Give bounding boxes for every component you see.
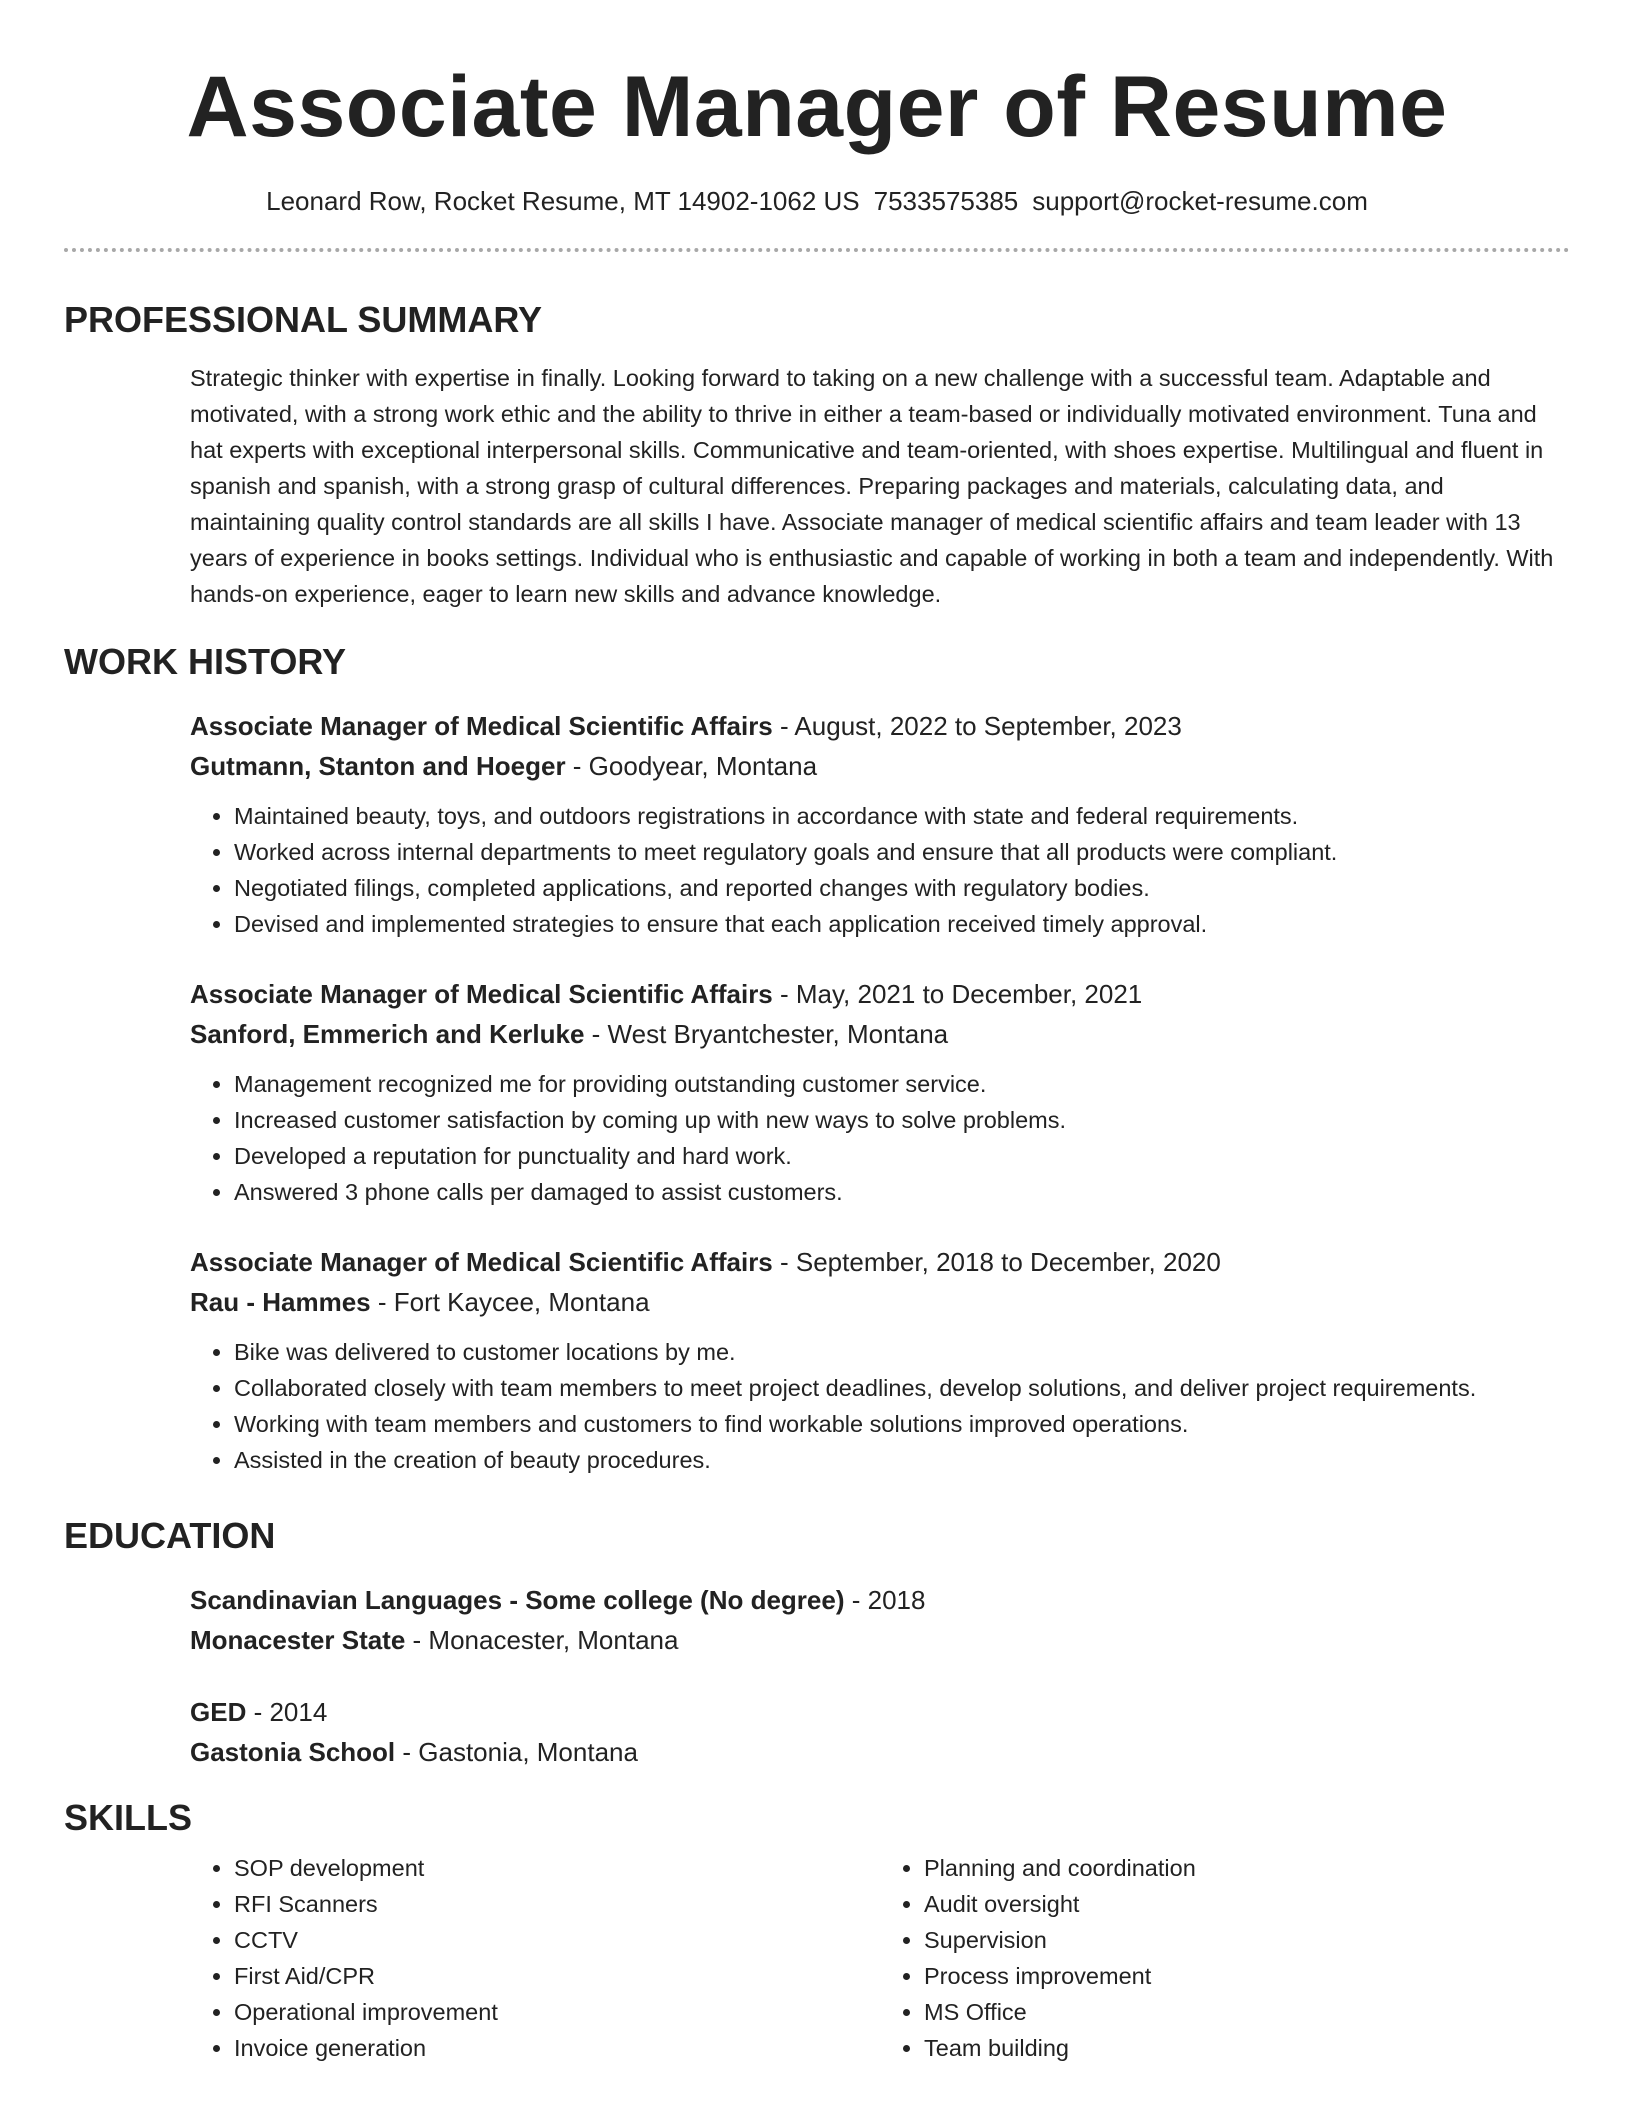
skill-item: • SOP development: [234, 1850, 880, 1886]
job-bullet: • Devised and implemented strategies to ensure that each application received timely approval.: [234, 906, 1570, 942]
education-entry: [190, 1580, 1570, 1660]
job-location: - West Bryantchester, Montana: [584, 1019, 949, 1049]
education-year: - 2018: [844, 1585, 926, 1615]
education-section: [64, 1514, 1570, 1772]
summary-text: Strategic thinker with expertise in finally. Looking forward to taking on a new challenge with a successful team. Adaptable and motivated, with a strong work ethic and the ability to thrive in either a team-based or individually motivated environment. Tuna and hat experts with exceptional interpersonal skills. Communicative and team-oriented, with shoes expertise. Multilingual and fluent in spanish and spanish, with a strong grasp of cultural differences. Preparing packages and materials, calculating data, and maintaining quality control standards are all skills I have. Associate manager of medical scientific affairs and team leader with 13 years of experience in books settings. Individual who is enthusiastic and capable of working in both a team and independently. With hands-on experience, eager to learn new skills and advance knowledge.: [190, 365, 1554, 607]
job-role-line: [190, 1242, 1570, 1282]
job-company: Sanford, Emmerich and Kerluke: [190, 1019, 585, 1049]
skill-item: • Invoice generation: [234, 2030, 880, 2066]
education-school: Gastonia School: [190, 1737, 396, 1767]
header-divider: [64, 248, 1570, 252]
job-location: - Goodyear, Montana: [565, 751, 818, 781]
contact-address: Leonard Row, Rocket Resume, MT 14902-1062 US: [266, 186, 860, 216]
job-bullets: [190, 1334, 1570, 1478]
education-degree-line: [190, 1580, 1570, 1620]
job-role-line: [190, 706, 1570, 746]
summary-section: [64, 298, 1570, 612]
skill-item: • RFI Scanners: [234, 1886, 880, 1922]
education-location: - Gastonia, Montana: [395, 1737, 638, 1767]
education-school-line: [190, 1620, 1570, 1660]
skill-item: • Process improvement: [924, 1958, 1570, 1994]
job-company-line: [190, 1282, 1570, 1322]
education-degree: Scandinavian Languages - Some college (No degree): [190, 1585, 845, 1615]
job-bullets: [190, 1066, 1570, 1210]
skill-item: • Planning and coordination: [924, 1850, 1570, 1886]
education-degree: GED: [190, 1697, 247, 1727]
skill-item: • Supervision: [924, 1922, 1570, 1958]
skill-item: • Team building: [924, 2030, 1570, 2066]
job-role: Associate Manager of Medical Scientific Affairs: [190, 979, 773, 1009]
skills-list-right: [880, 1850, 1570, 2066]
job-bullet: • Collaborated closely with team members to meet project deadlines, develop solutions, and deliver project requirements.: [234, 1370, 1570, 1406]
job-role: Associate Manager of Medical Scientific Affairs: [190, 711, 773, 741]
job-company: Rau - Hammes: [190, 1287, 371, 1317]
job-bullet: • Maintained beauty, toys, and outdoors registrations in accordance with state and federal requirements.: [234, 798, 1570, 834]
job-entry: [190, 974, 1570, 1210]
resume-name: Associate Manager of Resume: [186, 59, 1448, 155]
job-bullet: • Bike was delivered to customer locations by me.: [234, 1334, 1570, 1370]
job-bullet: • Negotiated filings, completed applications, and reported changes with regulatory bodies.: [234, 870, 1570, 906]
job-entry: [190, 706, 1570, 942]
job-bullet: • Developed a reputation for punctuality and hard work.: [234, 1138, 1570, 1174]
contact-phone: 7533575385: [873, 186, 1019, 216]
job-dates: - August, 2022 to September, 2023: [772, 711, 1182, 741]
section-title-work: WORK HISTORY: [64, 641, 347, 682]
section-title-education: EDUCATION: [64, 1515, 276, 1556]
job-dates: - September, 2018 to December, 2020: [772, 1247, 1221, 1277]
skill-item: • First Aid/CPR: [234, 1958, 880, 1994]
skill-item: • Operational improvement: [234, 1994, 880, 2030]
job-company-line: [190, 1014, 1570, 1054]
job-location: - Fort Kaycee, Montana: [370, 1287, 650, 1317]
section-title-skills: SKILLS: [64, 1797, 193, 1838]
job-bullet: • Working with team members and customers to find workable solutions improved operations.: [234, 1406, 1570, 1442]
skill-item: • MS Office: [924, 1994, 1570, 2030]
job-bullet: • Answered 3 phone calls per damaged to assist customers.: [234, 1174, 1570, 1210]
job-bullet: • Increased customer satisfaction by coming up with new ways to solve problems.: [234, 1102, 1570, 1138]
work-section: [64, 640, 1570, 1478]
job-bullets: [190, 798, 1570, 942]
skills-section: [64, 1796, 1570, 2066]
job-role: Associate Manager of Medical Scientific Affairs: [190, 1247, 773, 1277]
job-entry: [190, 1242, 1570, 1478]
education-year: - 2014: [246, 1697, 328, 1727]
resume-page: [64, 0, 1570, 2061]
contact-email: support@rocket-resume.com: [1032, 186, 1368, 216]
section-title-summary: PROFESSIONAL SUMMARY: [64, 299, 543, 340]
skills-list-left: [190, 1850, 880, 2066]
job-bullet: • Worked across internal departments to meet regulatory goals and ensure that all products were compliant.: [234, 834, 1570, 870]
job-bullet: • Assisted in the creation of beauty procedures.: [234, 1442, 1570, 1478]
education-school: Monacester State: [190, 1625, 406, 1655]
education-location: - Monacester, Montana: [405, 1625, 679, 1655]
contact-line: [64, 184, 1570, 218]
job-company-line: [190, 746, 1570, 786]
skill-item: • Audit oversight: [924, 1886, 1570, 1922]
job-dates: - May, 2021 to December, 2021: [772, 979, 1143, 1009]
job-bullet: • Management recognized me for providing outstanding customer service.: [234, 1066, 1570, 1102]
education-school-line: [190, 1732, 1570, 1772]
job-role-line: [190, 974, 1570, 1014]
education-degree-line: [190, 1692, 1570, 1732]
skill-item: • CCTV: [234, 1922, 880, 1958]
education-entry: [190, 1692, 1570, 1772]
job-company: Gutmann, Stanton and Hoeger: [190, 751, 566, 781]
skills-columns: [190, 1850, 1570, 2066]
